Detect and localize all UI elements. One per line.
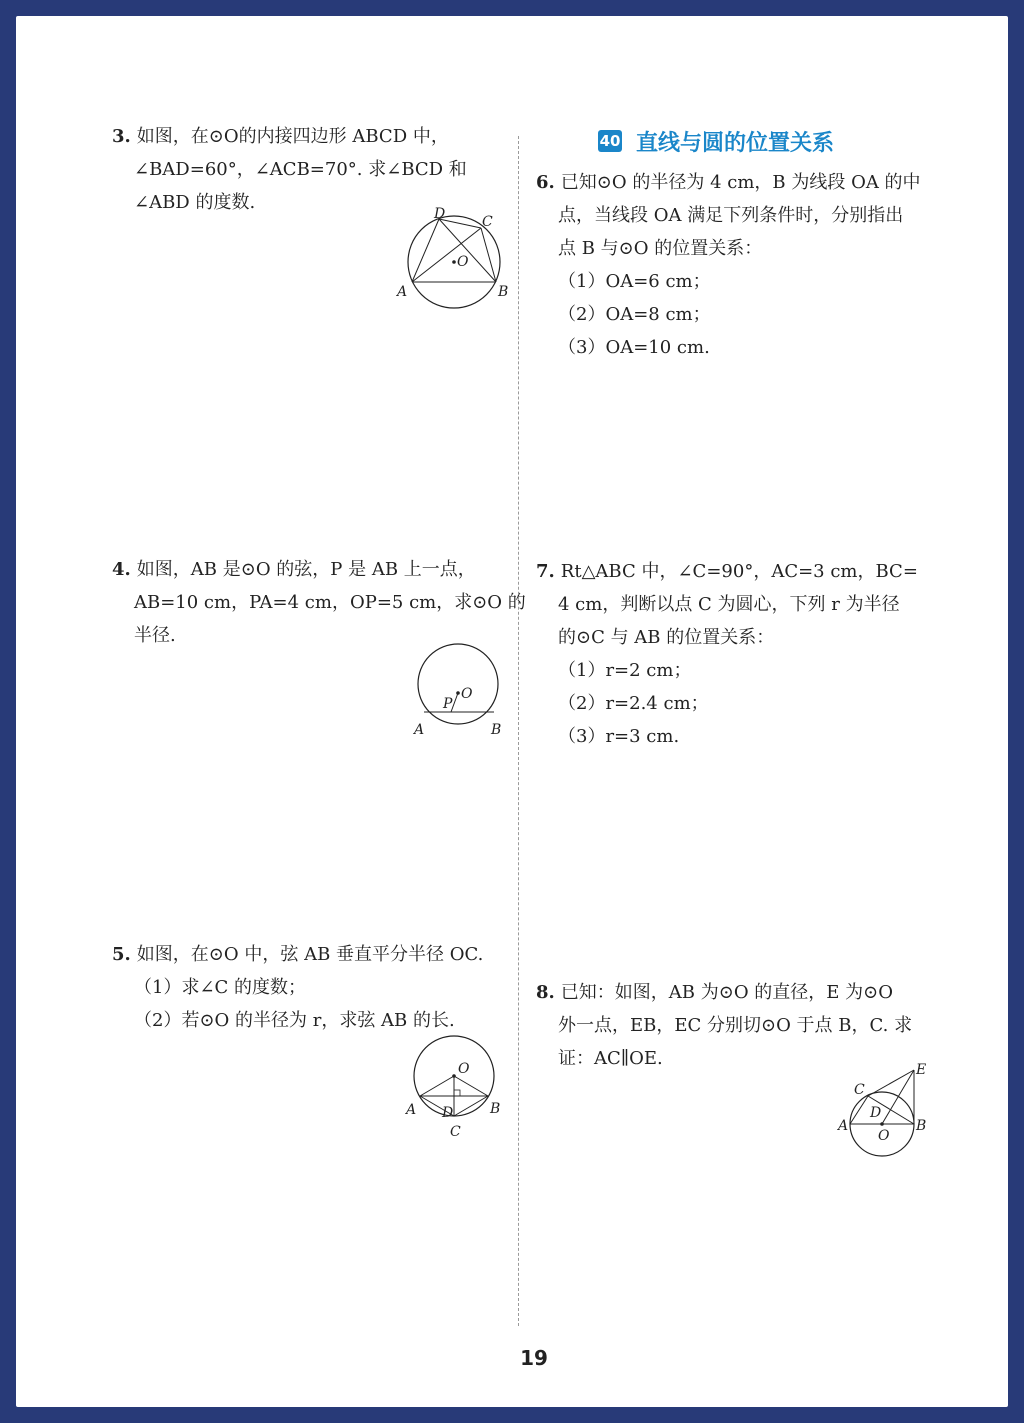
figure-chord-circle [408, 636, 518, 746]
label-d: D [434, 206, 446, 222]
label-d: D [870, 1105, 882, 1121]
problem-part: （3）r=3 cm. [558, 726, 680, 747]
problem-number: 3. [112, 126, 131, 147]
section-header [598, 124, 834, 158]
problem-number: 7. [536, 561, 555, 582]
label-p: P [443, 696, 453, 712]
problem-text: Rt△ABC 中，∠C=90°，AC=3 cm，BC= [560, 561, 918, 582]
problem-text: 已知：如图，AB 为⊙O 的直径，E 为⊙O [560, 982, 894, 1003]
problem-part: （1）OA=6 cm； [558, 271, 711, 292]
problem-text: 4 cm，判断以点 C 为圆心，下列 r 为半径 [558, 594, 900, 615]
problem-text: 已知⊙O 的半径为 4 cm，B 为线段 OA 的中 [560, 172, 921, 193]
problem-text: ∠ABD 的度数. [134, 192, 256, 213]
label-a: A [838, 1118, 849, 1134]
section-badge: 40 [599, 132, 621, 150]
problem-text: 半径. [134, 625, 176, 646]
problem-text: 如图，在⊙O 中，弦 AB 垂直平分半径 OC. [136, 944, 484, 965]
label-b: B [491, 722, 502, 738]
page-number: 19 [520, 1346, 548, 1370]
problem-number: 4. [112, 559, 131, 580]
problem-part: （2）若⊙O 的半径为 r，求弦 AB 的长. [134, 1010, 455, 1031]
label-c: C [450, 1124, 461, 1139]
label-d: D [442, 1105, 454, 1121]
problem-text: 外一点，EB，EC 分别切⊙O 于点 B，C. 求 [558, 1015, 913, 1036]
problem-5 [112, 938, 512, 1037]
problem-part: （1）r=2 cm； [558, 660, 692, 681]
problem-text: 如图，在⊙O的内接四边形 ABCD 中， [136, 126, 449, 147]
page-sheet [16, 16, 1008, 1407]
label-o: O [461, 686, 473, 702]
label-o: O [457, 254, 469, 270]
problem-part: （3）OA=10 cm. [558, 337, 710, 358]
problem-text: ∠BAD=60°，∠ACB=70°. 求∠BCD 和 [134, 159, 467, 180]
label-c: C [854, 1082, 865, 1098]
label-a: A [406, 1102, 417, 1118]
column-divider [518, 136, 519, 1326]
problem-6 [536, 166, 936, 364]
label-b: B [498, 284, 509, 300]
problem-number: 6. [536, 172, 555, 193]
label-e: E [916, 1062, 927, 1078]
problem-3 [112, 120, 512, 219]
problem-part: （1）求∠C 的度数； [134, 977, 307, 998]
problem-text: AB=10 cm，PA=4 cm，OP=5 cm，求⊙O 的 [134, 592, 526, 613]
problem-8 [536, 976, 936, 1075]
problem-number: 8. [536, 982, 555, 1003]
label-a: A [397, 284, 408, 300]
label-c: C [482, 214, 493, 230]
problem-number: 5. [112, 944, 131, 965]
figure-inscribed-quadrilateral [394, 206, 514, 316]
label-o: O [878, 1128, 890, 1144]
problem-7 [536, 555, 936, 753]
label-a: A [414, 722, 425, 738]
label-b: B [490, 1101, 501, 1117]
section-title: 直线与圆的位置关系 [636, 130, 835, 156]
label-b: B [916, 1118, 927, 1134]
problem-part: （2）OA=8 cm； [558, 304, 711, 325]
figure-perpendicular-bisector [400, 1024, 520, 1139]
problem-text: 的⊙C 与 AB 的位置关系： [558, 627, 775, 648]
label-o: O [458, 1061, 470, 1077]
problem-text: 证：AC∥OE. [558, 1048, 663, 1069]
problem-part: （2）r=2.4 cm； [558, 693, 709, 714]
problem-text: 点 B 与⊙O 的位置关系： [558, 238, 763, 259]
problem-text: 如图，AB 是⊙O 的弦，P 是 AB 上一点， [136, 559, 476, 580]
figure-tangent-lines [830, 1062, 940, 1170]
problem-text: 点，当线段 OA 满足下列条件时，分别指出 [558, 205, 904, 226]
